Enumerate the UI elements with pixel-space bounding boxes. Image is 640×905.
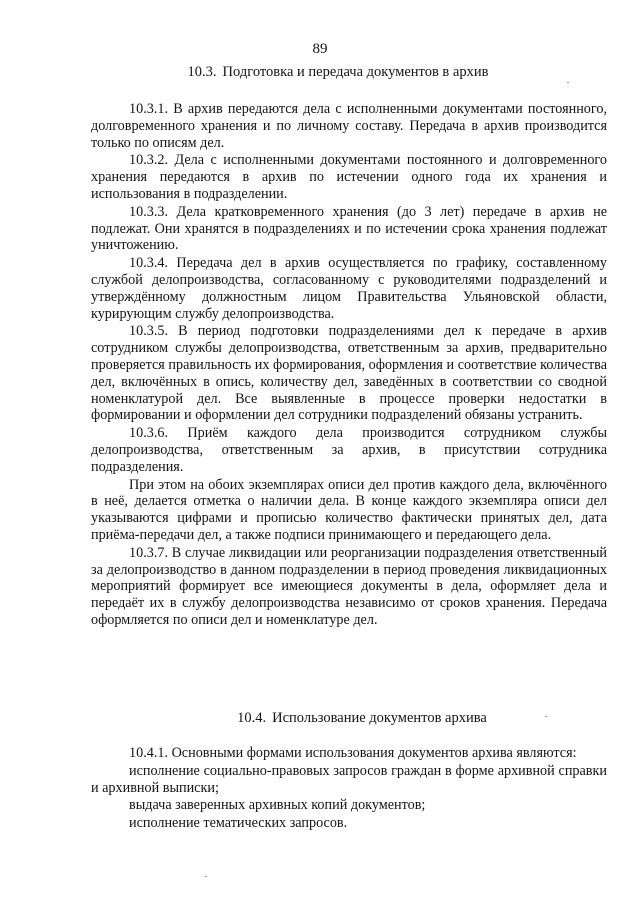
- list-item-thematic-requests: исполнение тематических запросов.: [129, 815, 348, 832]
- paragraph-10-4-1: 10.4.1. Основными формами использования документов архива являются:: [129, 745, 577, 761]
- paragraph-10-3-1: 10.3.1. В архив передаются дела с исполненными документами постоянного, долговременного хранения и по личному составу. Передача в архив производится только по описям дел.: [91, 101, 607, 151]
- section-heading-10-3: [0, 64, 640, 81]
- section-title: Использование документов архива: [272, 710, 487, 726]
- section-body-10-4: [91, 745, 607, 833]
- paragraph-10-3-6: 10.3.6. Приём каждого дела производится сотрудником службы делопроизводства, ответственным за архив, в присутствии сотрудника подразделения.: [91, 425, 607, 475]
- scan-speck: [205, 876, 207, 877]
- list-item-social-requests: исполнение социально-правовых запросов граждан в форме архивной справки и архивной выписки;: [91, 762, 607, 796]
- section-heading-10-4: [0, 710, 640, 727]
- list-item-certified-copies: выдача заверенных архивных копий документов;: [129, 797, 426, 814]
- paragraph-10-3-6-continued: При этом на обоих экземплярах описи дел против каждого дела, включённого в неё, делается отметка о наличии дела. В конце каждого экземпляра описи дел указываются цифрами и прописью количество фактически принятых дел, дата приёма-передачи дел, а также подписи принимающего и передающего дела.: [91, 476, 607, 543]
- scan-speck: [545, 716, 547, 717]
- page-number: 89: [312, 41, 328, 57]
- paragraph-10-3-4: 10.3.4. Передача дел в архив осуществляется по графику, составленному службой делопроизводства, согласованному с руководителями подразделений и утверждённому должностным лицом Правительства Ульяновской области, курирующим службу делопроизводства.: [91, 255, 607, 322]
- section-number: 10.3.: [187, 64, 217, 80]
- section-body-10-3: [91, 101, 607, 630]
- paragraph-10-3-7: 10.3.7. В случае ликвидации или реорганизации подразделения ответственный за делопроизводство в данном подразделении в период проведения ликвидационных мероприятий формирует все имеющиеся документы в дела, оформляет дела и передаёт их в службу делопроизводства независимо от сроков хранения. Передача оформляется по описи дел и номенклатуре дел.: [91, 544, 607, 628]
- paragraph-10-3-3: 10.3.3. Дела кратковременного хранения (до 3 лет) передаче в архив не подлежат. Они хранятся в подразделениях и по истечении срока хранения подлежат уничтожению.: [91, 203, 607, 254]
- scan-speck: [567, 82, 569, 83]
- section-number: 10.4.: [237, 710, 267, 726]
- paragraph-10-3-5: 10.3.5. В период подготовки подразделениями дел к передаче в архив сотрудником службы делопроизводства, ответственным за архив, предварительно проверяется правильность их формирования, оформления и соответствие количества дел, включённых в опись, количеству дел, заведённых в соответствии со сводной номенклатурой дел. Все выявленные в процессе проверки недостатки в формировании и оформлении дел сотрудники подразделений обязаны устранить.: [91, 323, 607, 424]
- section-title: Подготовка и передача документов в архив: [222, 64, 489, 80]
- paragraph-10-3-2: 10.3.2. Дела с исполненными документами постоянного и долговременного хранения передаются в архив по истечении одного года их хранения и использования в подразделении.: [91, 152, 607, 202]
